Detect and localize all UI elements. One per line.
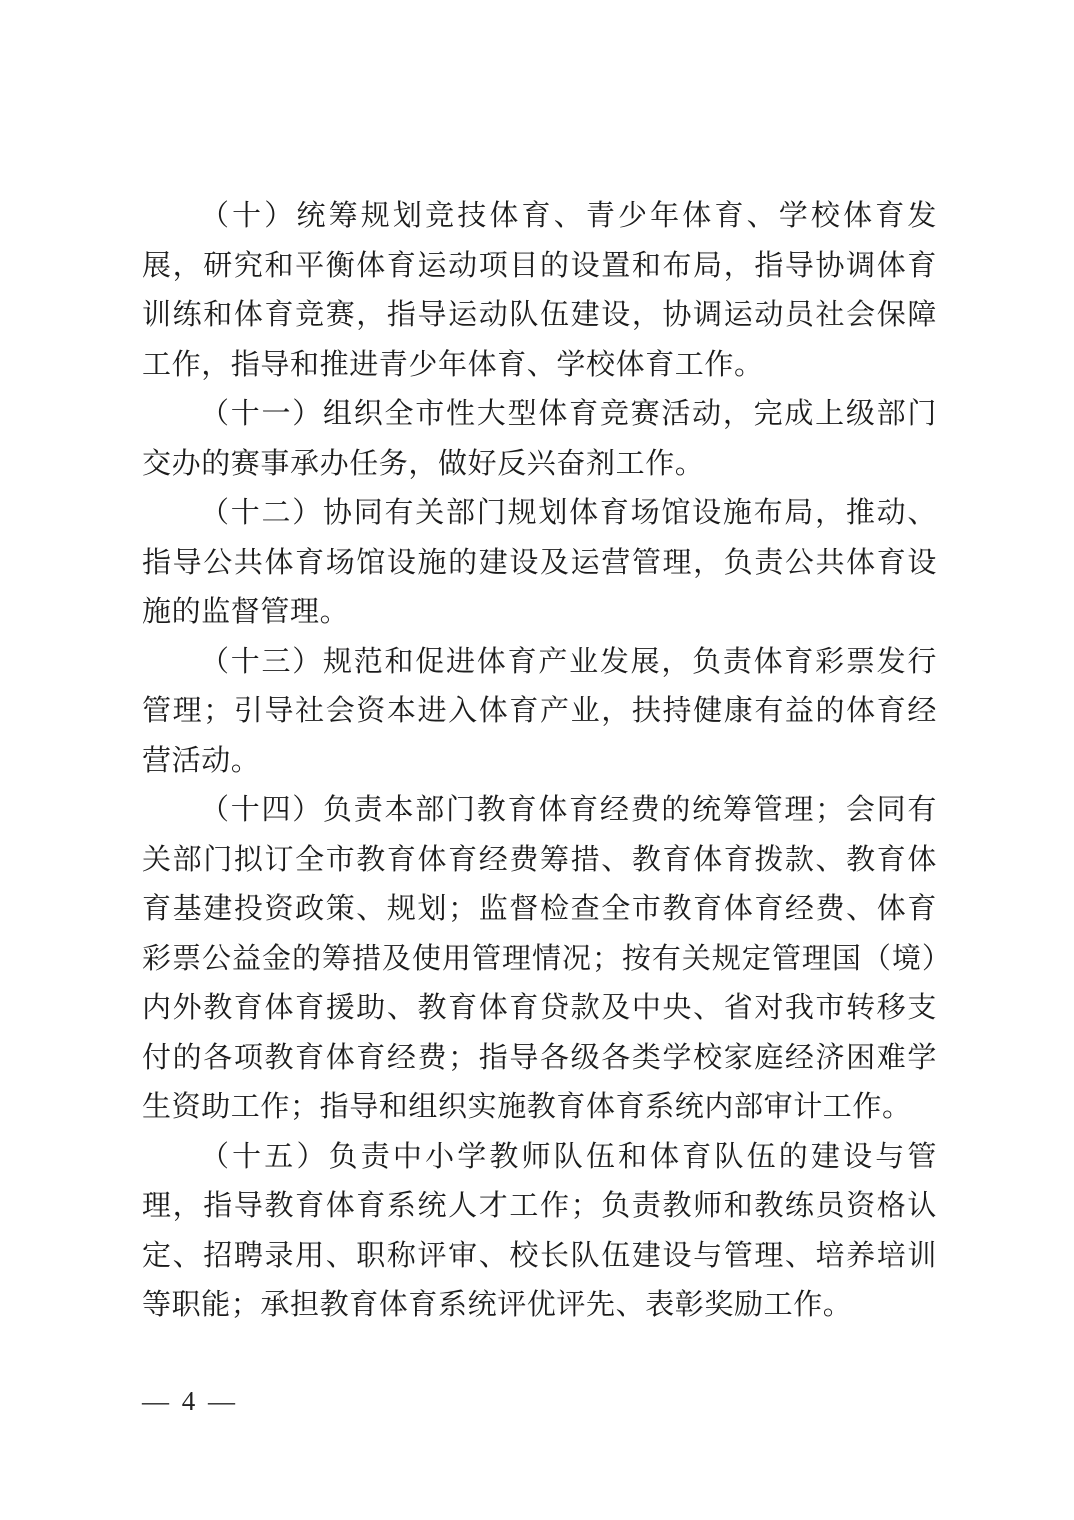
page-number: — 4 —	[142, 1386, 238, 1416]
paragraph-6: （十五）负责中小学教师队伍和体育队伍的建设与管理，指导教育体育系统人才工作；负责教师和教练员资格认定、招聘录用、职称评审、校长队伍建设与管理、培养培训等职能；承担教育体育系统评优评先、表彰奖励工作。	[142, 1140, 937, 1321]
document-body	[142, 192, 937, 1331]
paragraph-2: （十一）组织全市性大型体育竞赛活动，完成上级部门交办的赛事承办任务，做好反兴奋剂工作。	[142, 398, 937, 480]
paragraph-4: （十三）规范和促进体育产业发展，负责体育彩票发行管理；引导社会资本进入体育产业，扶持健康有益的体育经营活动。	[142, 645, 937, 777]
paragraph-1: （十）统筹规划竞技体育、青少年体育、学校体育发展，研究和平衡体育运动项目的设置和布局，指导协调体育训练和体育竞赛，指导运动队伍建设，协调运动员社会保障工作，指导和推进青少年体育、学校体育工作。	[142, 200, 937, 381]
paragraph-3: （十二）协同有关部门规划体育场馆设施布局，推动、指导公共体育场馆设施的建设及运营管理，负责公共体育设施的监督管理。	[142, 497, 937, 628]
paragraph-5: （十四）负责本部门教育体育经费的统筹管理；会同有关部门拟订全市教育体育经费筹措、教育体育拨款、教育体育基建投资政策、规划；监督检查全市教育体育经费、体育彩票公益金的筹措及使用管理情况；按有关规定管理国（境）内外教育体育援助、教育体育贷款及中央、省对我市转移支付的各项教育体育经费；指导各级各类学校家庭经济困难学生资助工作；指导和组织实施教育体育系统内部审计工作。	[142, 794, 937, 1123]
